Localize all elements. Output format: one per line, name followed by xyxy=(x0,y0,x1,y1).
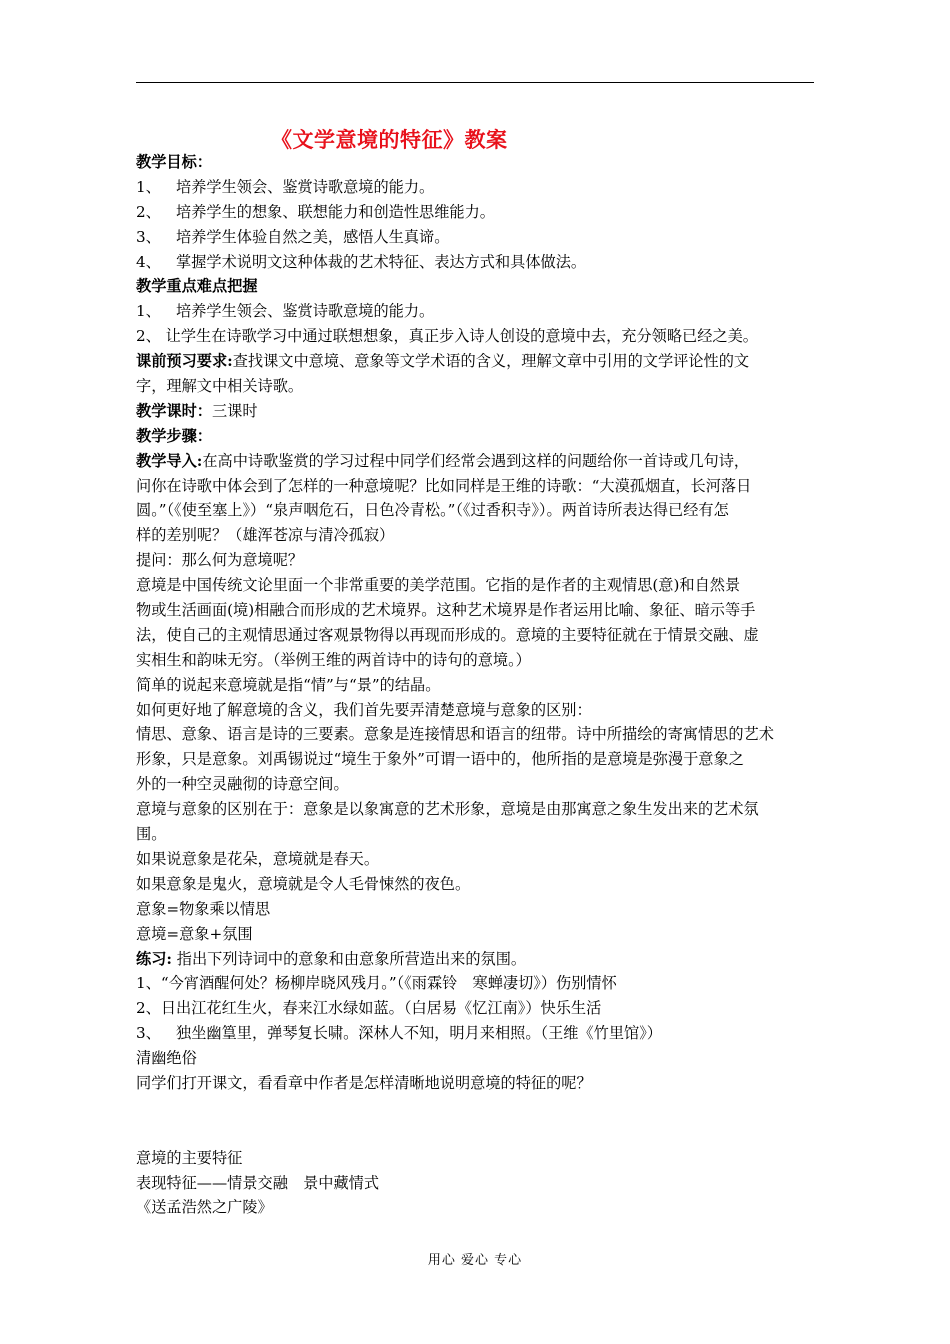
document-body xyxy=(136,150,820,1220)
page-footer: 用心 爱心 专心 xyxy=(427,1253,523,1268)
header-rule xyxy=(136,82,814,83)
features-line: 意境的主要特征 xyxy=(136,1148,243,1167)
features-line: 《送孟浩然之广陵》 xyxy=(136,1198,273,1217)
preview-paragraph-cont: 字，理解文中相关诗歌。 xyxy=(136,377,304,396)
key-point-item: 1、 培养学生领会、鉴赏诗歌意境的能力。 xyxy=(136,302,435,321)
body-line: 如果意象是鬼火，意境就是令人毛骨悚然的夜色。 xyxy=(136,874,471,893)
body-line: 意象=物象乘以情思 xyxy=(136,899,271,918)
preview-paragraph: 课前预习要求:查找课文中意境、意象等文学术语的含义，理解文章中引用的文学评论性的文 xyxy=(136,352,750,371)
body-line: 情思、意象、语言是诗的三要素。意象是连接情思和语言的纽带。诗中所描绘的寄寓情思的艺术 xyxy=(136,725,774,744)
body-line: 简单的说起来意境就是指“情”与“景”的结晶。 xyxy=(136,675,441,694)
body-line: 外的一种空灵融彻的诗意空间。 xyxy=(136,775,349,794)
steps-heading: 教学步骤： xyxy=(136,426,212,445)
key-points-heading: 教学重点难点把握 xyxy=(136,277,258,296)
body-line: 围。 xyxy=(136,825,167,844)
intro-line: 样的差别呢？（雄浑苍凉与清冷孤寂） xyxy=(136,526,395,545)
exercise-note: 同学们打开课文，看看章中作者是怎样清晰地说明意境的特征的呢？ xyxy=(136,1073,592,1092)
exercise-item: 1、“今宵酒醒何处？杨柳岸晓风残月。”（《雨霖铃 寒蝉凄切》）伤别情怀 xyxy=(136,974,617,993)
intro-line: 圆。”（《使至塞上》）“泉声咽危石，日色冷青松。”（《过香积寺》）。两首诗所表达得已经有怎 xyxy=(136,501,729,520)
objectives-heading: 教学目标： xyxy=(136,153,212,171)
exercise-line: 练习: 指出下列诗词中的意象和由意象所营造出来的氛围。 xyxy=(136,949,527,968)
document-title: 《文学意境的特征》教案 xyxy=(271,127,508,152)
exercise-note: 清幽绝俗 xyxy=(136,1049,197,1068)
exercise-item: 2、日出江花红生火，春来江水绿如蓝。（白居易《忆江南》）快乐生活 xyxy=(136,999,602,1018)
body-line: 如何更好地了解意境的含义，我们首先要弄清楚意境与意象的区别： xyxy=(136,700,592,719)
intro-paragraph: 教学导入:在高中诗歌鉴赏的学习过程中同学们经常会遇到这样的问题给你一首诗或几句诗， xyxy=(136,451,750,470)
body-line: 意境=意象+氛围 xyxy=(136,924,253,943)
objective-item: 2、 培养学生的想象、联想能力和创造性思维能力。 xyxy=(136,202,495,221)
body-line: 法，使自己的主观情思通过客观景物得以再现而形成的。意境的主要特征就在于情景交融、虚 xyxy=(136,625,759,644)
exercise-item: 3、 独坐幽篁里，弹琴复长啸。深林人不知，明月来相照。（王维《竹里馆》） xyxy=(136,1024,662,1043)
objective-item: 3、 培养学生体验自然之美，感悟人生真谛。 xyxy=(136,227,450,246)
body-line: 物或生活画面(境)相融合而形成的艺术境界。这种艺术境界是作者运用比喻、象征、暗示等手 xyxy=(136,601,756,620)
intro-label: 教学导入: xyxy=(136,451,203,470)
body-line: 提问：那么何为意境呢？ xyxy=(136,551,304,570)
objective-item: 4、 掌握学术说明文这种体裁的艺术特征、表达方式和具体做法。 xyxy=(136,252,587,271)
hours-label: 教学课时： xyxy=(136,401,212,420)
features-line: 表现特征——情景交融 景中藏情式 xyxy=(136,1173,379,1192)
section-gap xyxy=(136,1096,820,1146)
body-line: 形象，只是意象。刘禹锡说过“境生于象外”可谓一语中的，他所指的是意境是弥漫于意象之 xyxy=(136,750,744,769)
body-line: 意境是中国传统文论里面一个非常重要的美学范围。它指的是作者的主观情思(意)和自然景 xyxy=(136,576,741,595)
intro-line: 问你在诗歌中体会到了怎样的一种意境呢？比如同样是王维的诗歌：“大漠孤烟直，长河落日 xyxy=(136,476,752,495)
body-line: 意境与意象的区别在于：意象是以象寓意的艺术形象，意境是由那寓意之象生发出来的艺术氛 xyxy=(136,800,759,819)
exercise-label: 练习: xyxy=(136,949,172,968)
body-line: 如果说意象是花朵，意境就是春天。 xyxy=(136,849,379,868)
objective-item: 1、 培养学生领会、鉴赏诗歌意境的能力。 xyxy=(136,177,435,196)
preview-label: 课前预习要求: xyxy=(136,352,233,371)
body-line: 实相生和韵味无穷。（举例王维的两首诗中的诗句的意境。） xyxy=(136,650,531,669)
key-point-item: 2、 让学生在诗歌学习中通过联想想象，真正步入诗人创设的意境中去，充分领略已经之美。 xyxy=(136,327,758,346)
hours-line: 教学课时：三课时 xyxy=(136,401,258,420)
